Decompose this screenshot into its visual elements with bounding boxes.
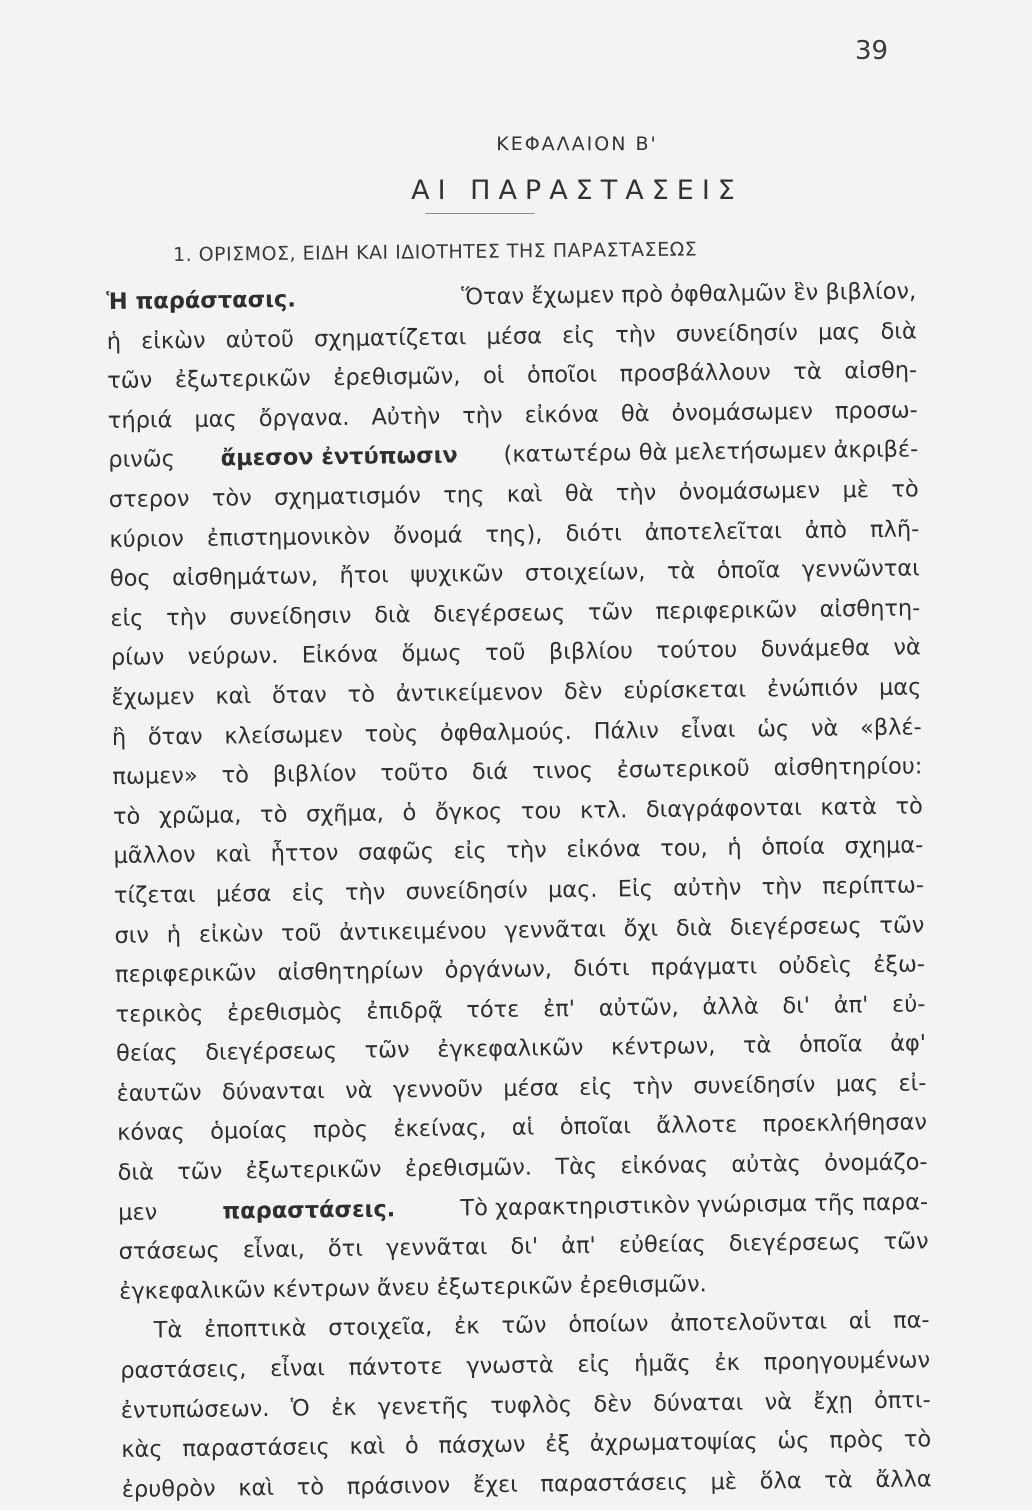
word: Πάλιν (593, 717, 660, 745)
word: νεύρων. (187, 643, 279, 671)
word: πρὸς (829, 1427, 885, 1454)
word: χρῶμα, (158, 801, 242, 830)
word: ἐξωτερικῶν (174, 365, 311, 394)
word: συνείδησίν (675, 319, 799, 348)
word: αἱ (848, 1308, 872, 1335)
word: παραστάσεις (540, 1469, 688, 1498)
word: ἐξ (545, 1431, 571, 1458)
word: Εἰς (617, 875, 653, 903)
emphasized-term: παραστάσεις. (222, 1195, 396, 1225)
word: θείας (115, 1040, 178, 1068)
word: τυφλὸς (490, 1391, 573, 1419)
word: διεγέρσεως (729, 912, 862, 941)
word: τὴν (462, 402, 503, 430)
run-in-heading: Ἡ παράστασις. (106, 286, 296, 315)
word: ἐπιδρᾷ (366, 997, 443, 1025)
text-span: Τὸ χαρακτηριστικὸν γνώρισμα τῆς παρα- (460, 1188, 929, 1222)
word: σχῆμα, (305, 800, 385, 828)
word: θος (109, 565, 151, 593)
word: κατὰ (820, 793, 878, 821)
word: τὴν (632, 1073, 674, 1101)
word: πράγματι (650, 953, 758, 982)
page-number: 39 (855, 36, 889, 66)
body-text (106, 272, 932, 1510)
word: ἑαυτῶν (116, 1079, 202, 1107)
word: ἐποπτικὰ (204, 1315, 307, 1344)
word: ἡ (106, 328, 122, 355)
word: πλῆ- (869, 515, 920, 543)
word: ἡμᾶς (633, 1350, 691, 1378)
emphasized-term: ἄμεσον ἐντύπωσιν (220, 442, 458, 472)
word: Τὰ (153, 1317, 183, 1344)
word: εἶναι (680, 716, 736, 744)
word: τὰ (742, 1032, 772, 1060)
word: ὡς (777, 1428, 810, 1455)
word: πωμεν» (112, 762, 198, 791)
word: δύναται (652, 1389, 744, 1417)
text-span: μεν (117, 1199, 158, 1226)
word: τῶν (879, 911, 925, 939)
word: διὰ (880, 317, 917, 345)
word: πρὸς (312, 1117, 369, 1144)
word: ὄνομά (393, 521, 463, 549)
word: οἱ (482, 362, 505, 390)
word: ψυχικῶν (410, 560, 504, 589)
word: διεγέρσεως (728, 1229, 861, 1258)
word: εἰ- (898, 1070, 927, 1097)
word: τήριά (107, 406, 173, 434)
text-span: ρινῶς (108, 446, 176, 474)
word: ἐκ (714, 1349, 741, 1377)
word: διὰ (374, 601, 411, 629)
word: ὁ (404, 1433, 419, 1460)
word: καὶ (238, 1474, 275, 1502)
word: τὸ (347, 681, 376, 708)
word: ὀφθαλμούς. (439, 718, 573, 747)
word: θὰ (564, 480, 594, 507)
word: πάντοτε (348, 1353, 443, 1381)
word: γεννᾶται (504, 916, 607, 944)
word: στοιχεῖα, (328, 1314, 433, 1342)
word: ἀφ' (889, 1030, 927, 1058)
word: ἄλλα (875, 1466, 932, 1493)
word: στοιχείων, (524, 559, 646, 587)
word: ἀχρωματοψίας (589, 1428, 758, 1457)
word: τὸν (211, 485, 252, 512)
word: μέσα (215, 880, 272, 908)
word: αἰσθητηρίων (277, 957, 424, 986)
word: διεγέρσεως (205, 1038, 338, 1067)
word: εἰς (453, 838, 487, 865)
word: ἐκ (454, 1313, 480, 1340)
word: θὰ (620, 400, 650, 428)
word: ἀπ' (833, 991, 869, 1019)
word: διὰ (675, 914, 713, 942)
word: βιβλίου (548, 638, 634, 666)
word: νὰ (893, 634, 921, 662)
word: ὀνομάζο- (824, 1149, 928, 1177)
word: της), (485, 520, 543, 548)
word: τὸ (259, 801, 288, 828)
word: ὁποῖοι (526, 361, 598, 389)
title-divider (425, 213, 535, 214)
word: μέσα (486, 322, 543, 350)
word: εἰς (110, 605, 144, 632)
word: κύριον (109, 525, 185, 553)
word: ὅμως (401, 640, 462, 668)
word: τῶν (107, 367, 153, 395)
word: εἰκὼν (141, 327, 206, 355)
word: εἰς (561, 322, 596, 349)
word: ἢ (111, 724, 127, 751)
word: παραστάσεις (182, 1434, 330, 1463)
word: ἐρυθρὸν (121, 1475, 216, 1503)
word: τίζεται (113, 881, 196, 909)
word: περίπτω- (822, 872, 925, 900)
word: τὰ (793, 358, 822, 386)
word: ἐκείνας, (393, 1115, 487, 1143)
word: τῶν (501, 1312, 547, 1340)
word: ὅτι (327, 1235, 364, 1263)
word: ἐπιστημονικὸν (206, 523, 371, 552)
word: τὸ (903, 1426, 932, 1453)
word: διαγράφονται (645, 794, 802, 823)
word: σχηματίζεται (313, 323, 467, 352)
word: τὸ (221, 762, 250, 789)
word: βιβλίον (272, 760, 357, 788)
word: ἐρεθισμῶν. (404, 1154, 533, 1183)
word: εἰκόνας (620, 1152, 709, 1180)
word: συνείδησιν (229, 602, 352, 631)
word: του (520, 797, 562, 825)
word: δι' (510, 1233, 539, 1261)
word: ἐκ (330, 1394, 357, 1421)
word: ἐξωτερικῶν (245, 1156, 382, 1185)
word: σιν (114, 921, 150, 949)
word: ὅταν (147, 723, 203, 751)
word: ἡ (727, 835, 742, 862)
word: μας (817, 318, 861, 346)
word: τινος (531, 757, 593, 785)
word: ἀντικειμένου (339, 917, 487, 946)
word: καὶ (349, 1433, 386, 1461)
word: «βλέ- (859, 713, 922, 741)
word: νὰ (344, 1077, 373, 1104)
word: περιφερικῶν (114, 960, 257, 989)
word: κὰς (121, 1436, 163, 1464)
word: μὲ (710, 1468, 738, 1496)
word: γεννῶνται (801, 555, 920, 584)
word: εἰκόνα (566, 836, 641, 864)
word: τὴν (506, 837, 547, 865)
section-heading: 1. ΟΡΙΣΜΟΣ, ΕΙΔΗ ΚΑΙ ΙΔΙΟΤΗΤΕΣ ΤΗΣ ΠΑΡΑΣΤΑΣΕΩΣ (172, 238, 698, 266)
word: πα- (892, 1307, 930, 1335)
word: ἀποτελεῖται (644, 517, 782, 546)
word: γεννᾶται (385, 1234, 488, 1262)
text-span: ἐγκεφαλικῶν κέντρων ἄνευ ἐξωτερικῶν ἐρεθισμῶν. (119, 1271, 707, 1305)
word: στερον (108, 485, 190, 513)
word: αἰσθητη- (819, 595, 921, 623)
word: αἰσθημάτων, (171, 563, 319, 592)
word: εἰκόνα (524, 401, 600, 429)
word: γνωστὰ (466, 1352, 554, 1380)
word: εἰς (291, 880, 325, 907)
word: μέσα (503, 1075, 559, 1102)
word: διότι (573, 955, 630, 983)
word: εὐθείας (618, 1231, 706, 1259)
word: διά (471, 758, 509, 786)
word: αὐτοῦ (225, 326, 295, 354)
word: εἶναι (269, 1355, 326, 1382)
word: αἰσθητηρίου: (773, 753, 923, 782)
word: καὶ (506, 481, 543, 508)
word: ἐντυπώσεων. (120, 1395, 270, 1424)
word: Εἰκόνα (301, 641, 379, 669)
word: συνείδησίν (405, 877, 528, 906)
word: ὀπτι- (873, 1386, 931, 1414)
word: τὰ (824, 1467, 853, 1494)
word: μὲ (842, 477, 870, 504)
word: ὀνομάσωμεν (678, 477, 821, 506)
word: εἰς (577, 1351, 611, 1378)
word: ἐσωτερικοῦ (616, 755, 750, 784)
word: ὀργάνων, (444, 956, 553, 984)
word: τὸ (296, 1474, 325, 1501)
word: ὁποῖαι (559, 1113, 632, 1141)
word: ἤτοι (339, 562, 389, 590)
word: ὁμοίας (210, 1118, 288, 1146)
word: εὑρίσκεται (623, 676, 747, 705)
word: τοῦ (280, 919, 322, 947)
word: ἐξω- (873, 951, 926, 979)
word: ἡ (166, 921, 182, 948)
word: εὐ- (891, 991, 926, 1018)
word: συνείδησίν (693, 1071, 816, 1100)
word: αἱ (511, 1114, 535, 1142)
word: κλείσωμεν (224, 721, 344, 750)
word: διὰ (117, 1159, 155, 1186)
word: ὁποῖα (798, 1031, 863, 1059)
word: ὁ (402, 799, 417, 826)
word: Τὰς (555, 1153, 598, 1181)
word: ὁποία (761, 833, 826, 861)
word: σχηματισμόν (273, 482, 422, 511)
word: γεννοῦν (392, 1076, 484, 1104)
word: προσω- (834, 397, 918, 425)
word: ραστάσεις, (120, 1356, 247, 1384)
word: δὲν (563, 678, 603, 705)
word: μας (194, 406, 237, 433)
word: τῶν (883, 1228, 929, 1256)
word: ἔχει (472, 1471, 518, 1499)
word: νὰ (764, 1388, 793, 1416)
word: Αὐτὴν (371, 403, 441, 431)
word: ἔχῃ (813, 1387, 853, 1415)
text-span: (κατωτέρω θὰ μελετήσωμεν ἀκριβέ- (503, 436, 919, 469)
word: περιφερικῶν (655, 596, 797, 625)
word: τότε (466, 996, 520, 1024)
word: τὸ (895, 793, 924, 820)
word: του, (660, 835, 708, 863)
word: τοῦτο (380, 759, 449, 787)
word: κόνας (116, 1119, 185, 1147)
word: εἰκὼν (198, 920, 264, 948)
word: πράσινον (346, 1472, 451, 1500)
word: τὴν (166, 604, 207, 631)
word: τούτου (656, 637, 738, 665)
word: ἐνώπιόν (766, 675, 859, 703)
word: τὴν (615, 479, 657, 507)
word: της (443, 482, 485, 509)
word: μᾶλλον (113, 842, 196, 870)
word: ὁποίων (568, 1311, 649, 1339)
word: μας (835, 1070, 879, 1098)
word: ὄργανα. (258, 404, 350, 432)
word: ἔχωμεν (111, 683, 195, 711)
word: σαφῶς (357, 839, 435, 867)
word: ἐρεθισμῶν, (333, 363, 461, 392)
word: τῶν (587, 598, 634, 626)
word: καὶ (215, 683, 252, 710)
word: ἀποτελοῦνται (670, 1309, 828, 1338)
word: πάσχων (438, 1431, 526, 1459)
word: ὄχι (623, 915, 659, 942)
word: ἧττον (270, 840, 339, 868)
word: γενετῆς (377, 1392, 470, 1421)
word: ἀπὸ (804, 516, 848, 544)
word: κέντρων, (610, 1033, 716, 1061)
word: τὴν (761, 873, 803, 901)
word: ἄλλοτε (656, 1112, 738, 1140)
word: οὐδεὶς (778, 952, 853, 980)
word: δύνανται (221, 1078, 325, 1106)
word: δυνάμεθα (760, 635, 871, 663)
word: προηγουμένων (763, 1347, 931, 1376)
word: ἀλλὰ (702, 993, 759, 1020)
chapter-title: ΑΙ ΠΑΡΑΣΤΑΣΕΙΣ (411, 175, 743, 206)
word: τερικὸς (115, 1000, 204, 1028)
word: τὴν (344, 879, 386, 906)
word: τὴν (615, 321, 656, 348)
word: σχημα- (844, 832, 924, 860)
word: ὀνομάσωμεν (671, 398, 814, 427)
word: μας (878, 674, 922, 701)
word: δι' (782, 992, 811, 1019)
word: ὁποῖα (716, 557, 781, 585)
word: νὰ (810, 714, 839, 742)
word: ὅλα (759, 1467, 802, 1495)
word: ἀντικείμενον (395, 679, 544, 708)
word: προεκλήθησαν (762, 1109, 928, 1138)
word: εἶναι, (242, 1236, 306, 1264)
text-span: Ὅταν ἔχωμεν πρὸ ὀφθαλμῶν ἓν βιβλίον, (461, 278, 917, 311)
word: Ὁ (290, 1395, 310, 1422)
word: ἐρεθισμὸς (226, 998, 343, 1027)
word: ἀπ' (561, 1232, 596, 1260)
word: τῶν (177, 1158, 223, 1186)
word: αἰσθη- (844, 357, 918, 385)
word: αὐτὰς (731, 1151, 801, 1178)
word: μας. (547, 876, 598, 904)
word: διεγέρσεως (433, 599, 566, 628)
word: ἐπ' (542, 995, 576, 1023)
word: ὡς (756, 715, 790, 743)
word: τὸ (112, 803, 141, 830)
word: τὸ (891, 476, 919, 503)
word: καὶ (215, 841, 252, 868)
word: προσβάλλουν (619, 359, 771, 388)
word: αὐτῶν, (598, 994, 679, 1022)
word: ὄγκος (434, 798, 503, 826)
word: τῶν (364, 1037, 410, 1064)
word: ρίων (110, 644, 165, 672)
word: αὐτὴν (672, 874, 742, 902)
word: τὰ (666, 558, 696, 585)
word: ἐγκεφαλικῶν (437, 1035, 584, 1064)
word: ὅταν (271, 682, 327, 709)
word: τοῦ (484, 639, 526, 667)
word: εἰς (579, 1074, 613, 1101)
word: δὲν (593, 1390, 633, 1418)
word: διότι (565, 519, 622, 547)
word: κτλ. (579, 796, 628, 824)
chapter-label: ΚΕΦΑΛΑΙΟΝ Β' (496, 133, 658, 155)
word: στάσεως (118, 1237, 220, 1266)
word: τοὺς (364, 720, 419, 748)
